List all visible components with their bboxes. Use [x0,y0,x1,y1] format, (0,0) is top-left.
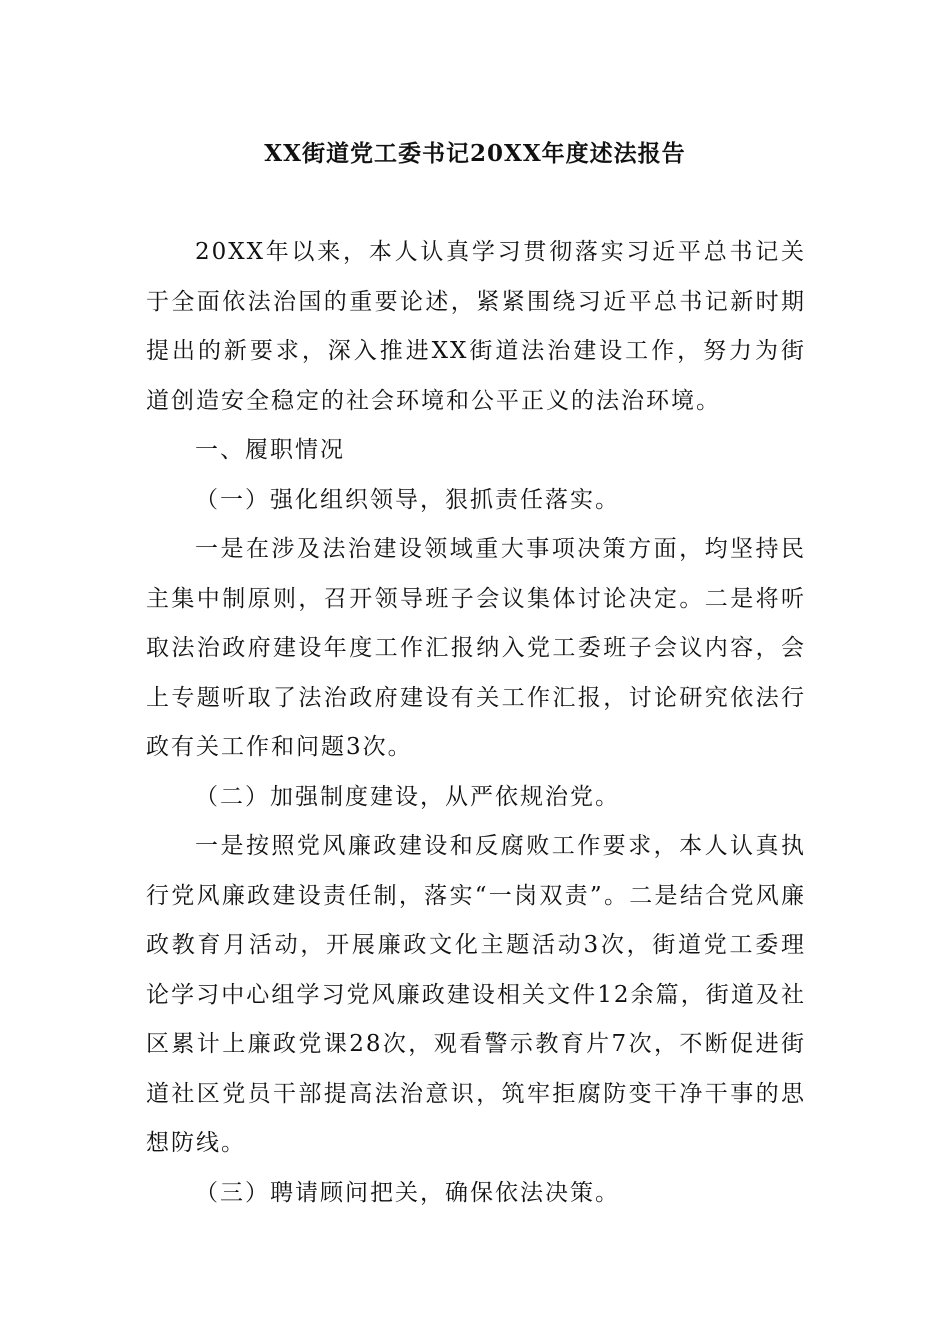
section-heading-performance: 一、履职情况 [195,437,345,463]
document-title: XX街道党工委书记20XX年度述法报告 [264,140,686,167]
subheading-legal-advisor: （三）聘请顾问把关，确保依法决策。 [195,1179,620,1206]
document-body [146,228,806,1218]
paragraph-system-building: 一是按照党风廉政建设和反腐败工作要求，本人认真执行党风廉政建设责任制，落实“一岗双责”。二是结合党风廉政教育月活动，开展廉政文化主题活动3次，街道党工委理论学习中心组学习党风廉政建设相关文件12余篇，街道及社区累计上廉政党课28次，观看警示教育片7次，不断促进街道社区党员干部提高法治意识，筑牢拒腐防变干净干事的思想防线。 [146,833,806,1156]
subheading-system-building: （二）加强制度建设，从严依规治党。 [195,783,620,810]
paragraph-intro: 20XX年以来，本人认真学习贯彻落实习近平总书记关于全面依法治国的重要论述，紧紧围绕习近平总书记新时期提出的新要求，深入推进XX街道法治建设工作，努力为街道创造安全稳定的社会环境和公平正义的法治环境。 [146,239,806,414]
paragraph-organization-leadership: 一是在涉及法治建设领域重大事项决策方面，均坚持民主集中制原则，召开领导班子会议集体讨论决定。二是将听取法治政府建设年度工作汇报纳入党工委班子会议内容，会上专题听取了法治政府建设有关工作汇报，讨论研究依法行政有关工作和问题3次。 [146,536,806,760]
subheading-organization-leadership: （一）强化组织领导，狠抓责任落实。 [195,486,620,513]
